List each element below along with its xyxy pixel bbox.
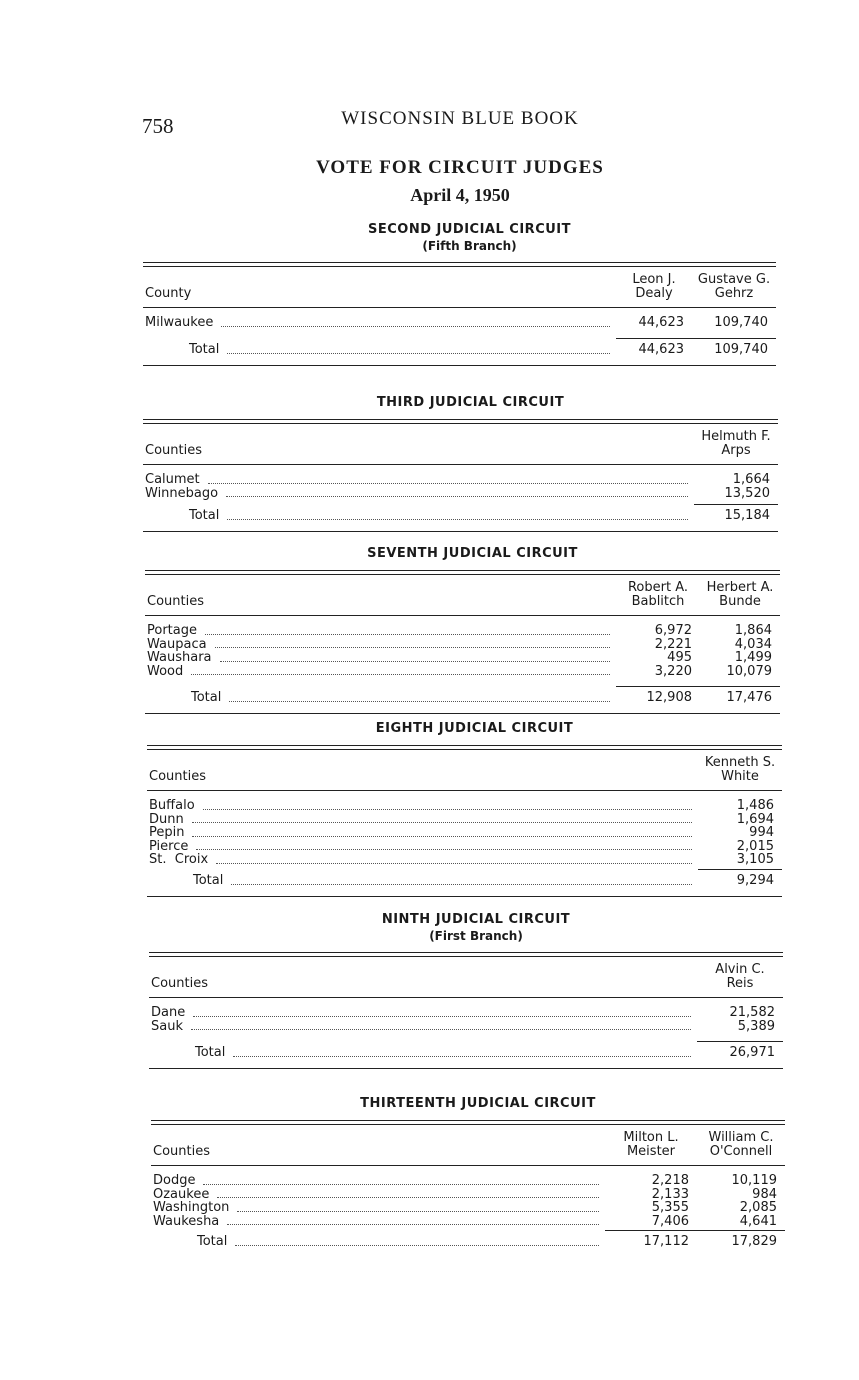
table-row <box>147 813 782 827</box>
ninth-circuit-section <box>149 912 783 1069</box>
county-name <box>151 1174 605 1188</box>
total-label: Total <box>193 873 227 888</box>
dot-leader <box>191 1020 691 1031</box>
county-label: Pierce <box>149 840 192 854</box>
table-row <box>145 665 780 679</box>
candidate-last-name: Meister <box>626 1144 676 1159</box>
vote-count: 21,582 <box>729 1005 775 1020</box>
county-name <box>147 840 698 854</box>
vote-count: 5,389 <box>737 1018 775 1034</box>
county-name <box>145 638 616 652</box>
county-label: Waupaca <box>147 638 211 652</box>
county-name <box>151 1201 605 1215</box>
column-header-row <box>151 1125 785 1166</box>
vote-count: 1,864 <box>734 623 772 638</box>
vote-count: 1,664 <box>732 472 770 487</box>
county-name <box>143 487 694 501</box>
vote-count: 6,972 <box>654 623 692 638</box>
county-column-header: County <box>145 286 192 301</box>
dot-leader <box>192 813 692 824</box>
total-name <box>143 508 694 523</box>
total-row <box>149 1041 783 1060</box>
county-name <box>143 316 616 330</box>
dot-leader <box>216 853 692 864</box>
vote-count: 10,119 <box>731 1173 777 1188</box>
county-label: Waukesha <box>153 1215 223 1229</box>
candidate-first-name: Herbert A. <box>706 580 774 595</box>
circuit-branch: (Fifth Branch) <box>422 239 517 253</box>
vote-count: 4,034 <box>734 636 772 652</box>
dot-leader <box>215 638 610 649</box>
vote-count: 2,085 <box>739 1200 777 1215</box>
total-row <box>145 686 780 705</box>
county-name <box>147 799 698 813</box>
total-vote-count: 17,829 <box>697 1230 785 1249</box>
column-header-row <box>147 750 782 791</box>
dot-leader <box>227 1215 599 1226</box>
dot-leader <box>237 1201 599 1212</box>
dot-leader <box>203 1174 599 1185</box>
county-column-header: Counties <box>149 769 206 784</box>
table-row <box>151 1174 785 1188</box>
total-label: Total <box>191 690 225 705</box>
county-column-header: Counties <box>145 443 202 458</box>
county-label: Ozaukee <box>153 1188 213 1202</box>
county-label: Pepin <box>149 826 188 840</box>
total-name <box>149 1045 697 1060</box>
table-row <box>147 826 782 840</box>
candidate-last-name: O'Connell <box>709 1144 773 1159</box>
table-row <box>147 840 782 854</box>
bottom-rule <box>145 713 780 714</box>
total-vote-count: 15,184 <box>694 504 778 523</box>
county-label: Dane <box>151 1006 189 1020</box>
vote-count: 3,220 <box>654 663 692 679</box>
county-label: Dodge <box>153 1174 199 1188</box>
page-number: 758 <box>142 114 174 138</box>
candidate-last-name: Bablitch <box>631 594 685 609</box>
county-label: Wood <box>147 665 187 679</box>
vote-count: 109,740 <box>714 315 768 330</box>
dot-leader <box>220 651 610 662</box>
total-row <box>151 1230 785 1249</box>
table-row <box>151 1215 785 1229</box>
candidate-header <box>694 430 778 458</box>
table-row <box>145 624 780 638</box>
total-row <box>147 869 782 888</box>
county-label: Buffalo <box>149 799 199 813</box>
table-row <box>147 799 782 813</box>
dot-leader <box>205 624 610 635</box>
county-rows <box>143 465 778 500</box>
total-label: Total <box>197 1234 231 1249</box>
vote-count: 495 <box>667 650 692 665</box>
county-name <box>147 826 698 840</box>
dot-leader <box>227 342 610 354</box>
vote-count: 1,486 <box>736 798 774 813</box>
vote-count: 3,105 <box>736 852 774 867</box>
bottom-rule <box>143 531 778 532</box>
bottom-rule <box>147 896 782 897</box>
dot-leader <box>227 508 688 520</box>
county-name <box>143 473 694 487</box>
county-column-header: Counties <box>153 1144 210 1159</box>
vote-count: 984 <box>752 1186 777 1202</box>
county-label: Portage <box>147 624 201 638</box>
vote-count: 2,221 <box>654 636 692 652</box>
total-name <box>143 342 616 357</box>
vote-count: 10,079 <box>726 663 772 679</box>
vote-count: 994 <box>749 825 774 840</box>
dot-leader <box>191 665 610 676</box>
circuit-title: THIRD JUDICIAL CIRCUIT <box>376 395 565 410</box>
table-row <box>143 487 778 501</box>
column-header-row <box>149 957 783 998</box>
total-row <box>143 504 778 523</box>
candidate-header <box>605 1131 697 1159</box>
circuit-title: THIRTEENTH JUDICIAL CIRCUIT <box>360 1096 596 1111</box>
candidate-last-name: Reis <box>726 976 754 991</box>
circuit-title: NINTH JUDICIAL CIRCUIT <box>381 912 571 927</box>
bottom-rule <box>149 1068 783 1069</box>
column-header-row <box>145 575 780 616</box>
county-rows <box>143 308 776 330</box>
table-row <box>143 473 778 487</box>
table-row <box>143 316 776 330</box>
county-name <box>145 665 616 679</box>
candidate-header <box>700 581 780 609</box>
county-name <box>147 853 698 867</box>
candidate-first-name: Robert A. <box>627 580 689 595</box>
bottom-rule <box>143 365 776 366</box>
page-title: VOTE FOR CIRCUIT JUDGES <box>316 157 604 178</box>
county-rows <box>145 616 780 678</box>
table-row <box>151 1188 785 1202</box>
county-label: Sauk <box>151 1020 187 1034</box>
dot-leader <box>221 316 610 327</box>
running-head: WISCONSIN BLUE BOOK <box>341 108 579 129</box>
county-column-header: Counties <box>151 976 208 991</box>
total-label: Total <box>189 508 223 523</box>
vote-count: 4,641 <box>739 1213 777 1229</box>
candidate-last-name: Arps <box>721 443 751 458</box>
candidate-first-name: Gustave G. <box>697 272 771 287</box>
county-label: Waushara <box>147 651 216 665</box>
candidate-header <box>616 581 700 609</box>
total-row <box>143 338 776 357</box>
dot-leader <box>193 1006 691 1017</box>
vote-count: 7,406 <box>651 1213 689 1229</box>
table-row <box>149 1006 783 1020</box>
vote-count: 1,499 <box>734 650 772 665</box>
total-label: Total <box>195 1045 229 1060</box>
dot-leader <box>203 799 692 810</box>
county-label: Calumet <box>145 473 204 487</box>
total-label: Total <box>189 342 223 357</box>
dot-leader <box>192 826 692 837</box>
circuit-title: EIGHTH JUDICIAL CIRCUIT <box>375 721 574 736</box>
vote-count: 13,520 <box>724 485 770 501</box>
dot-leader <box>235 1234 599 1246</box>
candidate-first-name: Leon J. <box>632 272 676 287</box>
county-name <box>149 1006 697 1020</box>
total-vote-count: 17,476 <box>700 686 780 705</box>
county-rows <box>147 791 782 867</box>
dot-leader <box>217 1188 599 1199</box>
dot-leader <box>196 840 692 851</box>
county-label: St. Croix <box>149 853 212 867</box>
county-rows <box>149 998 783 1033</box>
seventh-circuit-section <box>145 546 780 714</box>
candidate-first-name: William C. <box>708 1130 774 1145</box>
candidate-first-name: Milton L. <box>623 1130 679 1145</box>
county-name <box>145 651 616 665</box>
circuit-title: SEVENTH JUDICIAL CIRCUIT <box>367 546 578 561</box>
second-circuit-section <box>143 222 776 366</box>
candidate-header <box>616 273 692 301</box>
third-circuit-section <box>143 395 778 532</box>
total-name <box>147 873 698 888</box>
dot-leader <box>208 473 688 484</box>
candidate-first-name: Alvin C. <box>715 962 765 977</box>
dot-leader <box>233 1045 691 1057</box>
county-rows <box>151 1166 785 1228</box>
candidate-last-name: White <box>721 769 759 784</box>
candidate-last-name: Bunde <box>719 594 761 609</box>
county-name <box>151 1215 605 1229</box>
circuit-title: SECOND JUDICIAL CIRCUIT <box>368 222 571 237</box>
candidate-last-name: Gehrz <box>714 286 754 301</box>
candidate-first-name: Kenneth S. <box>704 755 776 770</box>
dot-leader <box>229 690 610 702</box>
dot-leader <box>226 487 688 498</box>
county-name <box>151 1188 605 1202</box>
county-name <box>145 624 616 638</box>
election-date: April 4, 1950 <box>410 185 510 205</box>
candidate-last-name: Dealy <box>635 286 673 301</box>
vote-count: 2,218 <box>651 1173 689 1188</box>
total-name <box>145 690 616 705</box>
total-vote-count: 9,294 <box>698 869 782 888</box>
total-vote-count: 109,740 <box>692 338 776 357</box>
county-name <box>149 1020 697 1034</box>
vote-count: 44,623 <box>638 315 684 330</box>
eighth-circuit-section <box>147 721 782 897</box>
county-label: Dunn <box>149 813 188 827</box>
county-name <box>147 813 698 827</box>
vote-count: 1,694 <box>736 811 774 827</box>
total-name <box>151 1234 605 1249</box>
vote-count: 2,015 <box>736 838 774 854</box>
candidate-header <box>692 273 776 301</box>
dot-leader <box>231 873 692 885</box>
column-header-row <box>143 267 776 308</box>
candidate-header <box>697 1131 785 1159</box>
total-vote-count: 44,623 <box>616 338 692 357</box>
circuit-branch: (First Branch) <box>429 929 523 943</box>
county-label: Winnebago <box>145 487 222 501</box>
table-row <box>145 638 780 652</box>
county-label: Milwaukee <box>145 316 217 330</box>
county-label: Washington <box>153 1201 233 1215</box>
candidate-header <box>697 963 783 991</box>
total-vote-count: 12,908 <box>616 686 700 705</box>
total-vote-count: 17,112 <box>605 1230 697 1249</box>
thirteenth-circuit-section <box>151 1096 785 1249</box>
county-column-header: Counties <box>147 594 204 609</box>
candidate-header <box>698 756 782 784</box>
vote-count: 2,133 <box>651 1186 689 1202</box>
candidate-first-name: Helmuth F. <box>701 429 771 444</box>
table-row <box>145 651 780 665</box>
total-vote-count: 26,971 <box>697 1041 783 1060</box>
vote-count: 5,355 <box>651 1200 689 1215</box>
table-row <box>149 1020 783 1034</box>
table-row <box>151 1201 785 1215</box>
table-row <box>147 853 782 867</box>
column-header-row <box>143 424 778 465</box>
